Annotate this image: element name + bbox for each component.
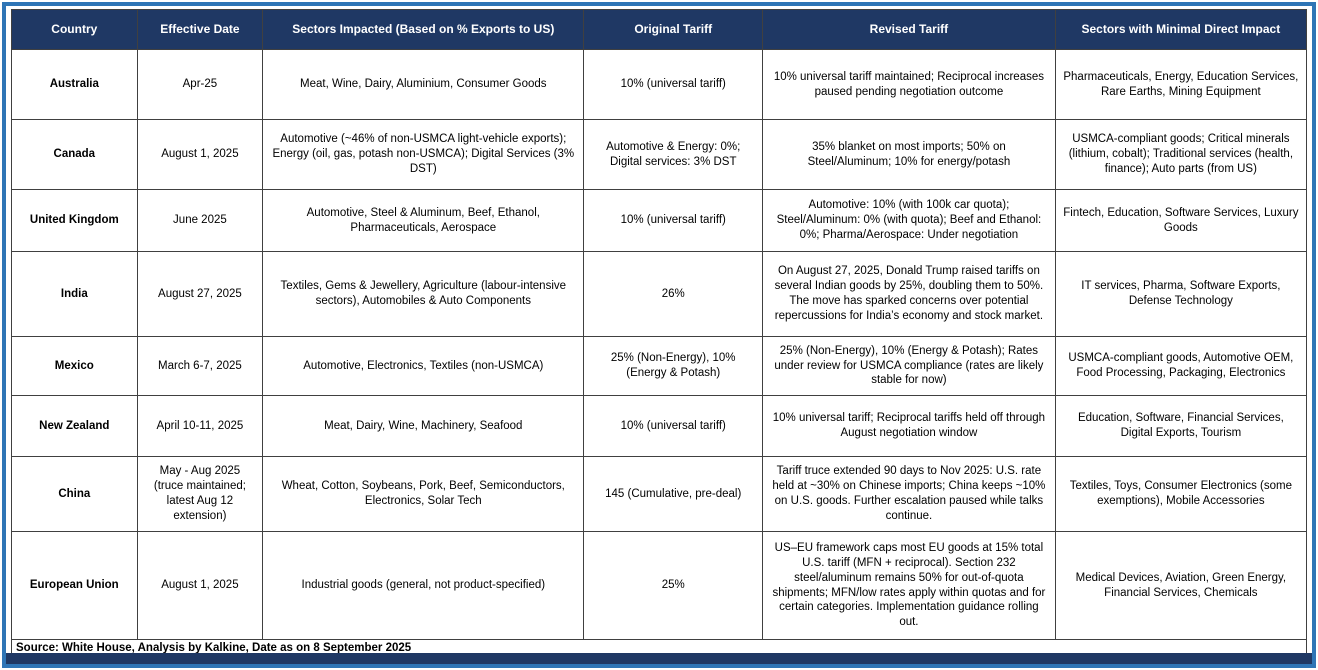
outer-blue-frame — [2, 2, 1316, 668]
header-revised-tariff: Revised Tariff — [763, 10, 1056, 50]
cell-minimal-impact: USMCA-compliant goods; Critical minerals (lithium, cobalt); Traditional services (health, finance); Auto parts (from US) — [1055, 120, 1306, 190]
header-row — [12, 10, 1307, 50]
header-effective-date: Effective Date — [137, 10, 263, 50]
cell-minimal-impact: Medical Devices, Aviation, Green Energy, Financial Services, Chemicals — [1055, 532, 1306, 640]
cell-minimal-impact: USMCA-compliant goods, Automotive OEM, Food Processing, Packaging, Electronics — [1055, 337, 1306, 396]
cell-effective-date: March 6-7, 2025 — [137, 337, 263, 396]
table-row-australia — [12, 50, 1307, 120]
cell-sectors-impacted: Meat, Wine, Dairy, Aluminium, Consumer Goods — [263, 50, 584, 120]
cell-original-tariff: 10% (universal tariff) — [584, 396, 763, 457]
cell-minimal-impact: IT services, Pharma, Software Exports, Defense Technology — [1055, 252, 1306, 337]
bottom-navy-bar — [6, 653, 1312, 664]
header-sectors-impacted: Sectors Impacted (Based on % Exports to US) — [263, 10, 584, 50]
cell-minimal-impact: Pharmaceuticals, Energy, Education Services, Rare Earths, Mining Equipment — [1055, 50, 1306, 120]
cell-effective-date: August 27, 2025 — [137, 252, 263, 337]
cell-effective-date: Apr-25 — [137, 50, 263, 120]
cell-sectors-impacted: Automotive, Steel & Aluminum, Beef, Ethanol, Pharmaceuticals, Aerospace — [263, 190, 584, 252]
cell-revised-tariff: 25% (Non-Energy), 10% (Energy & Potash); Rates under review for USMCA compliance (rates are likely stable for now) — [763, 337, 1056, 396]
cell-country: Canada — [12, 120, 138, 190]
cell-original-tariff: 145 (Cumulative, pre-deal) — [584, 457, 763, 532]
table-row-china — [12, 457, 1307, 532]
cell-effective-date: May - Aug 2025 (truce maintained; latest Aug 12 extension) — [137, 457, 263, 532]
table-row-canada — [12, 120, 1307, 190]
cell-effective-date: August 1, 2025 — [137, 532, 263, 640]
cell-country: India — [12, 252, 138, 337]
cell-revised-tariff: 10% universal tariff; Reciprocal tariffs held off through August negotiation window — [763, 396, 1056, 457]
cell-sectors-impacted: Automotive, Electronics, Textiles (non-USMCA) — [263, 337, 584, 396]
source-row — [12, 640, 1307, 654]
cell-effective-date: June 2025 — [137, 190, 263, 252]
table-area — [6, 6, 1312, 653]
cell-sectors-impacted: Automotive (~46% of non-USMCA light-vehicle exports); Energy (oil, gas, potash non-USMCA); Digital Services (3% DST) — [263, 120, 584, 190]
cell-sectors-impacted: Wheat, Cotton, Soybeans, Pork, Beef, Semiconductors, Electronics, Solar Tech — [263, 457, 584, 532]
header-country: Country — [12, 10, 138, 50]
table-row-european-union — [12, 532, 1307, 640]
header-original-tariff: Original Tariff — [584, 10, 763, 50]
cell-country: United Kingdom — [12, 190, 138, 252]
cell-country: New Zealand — [12, 396, 138, 457]
cell-effective-date: April 10-11, 2025 — [137, 396, 263, 457]
cell-original-tariff: 10% (universal tariff) — [584, 50, 763, 120]
cell-sectors-impacted: Industrial goods (general, not product-specified) — [263, 532, 584, 640]
cell-sectors-impacted: Textiles, Gems & Jewellery, Agriculture (labour-intensive sectors), Automobiles & Auto Components — [263, 252, 584, 337]
cell-country: European Union — [12, 532, 138, 640]
cell-revised-tariff: US–EU framework caps most EU goods at 15% total U.S. tariff (MFN + reciprocal). Section 232 steel/aluminum remains 50% for out-of-quota shipments; MFN/low rates apply within quotas and for certain categories. Implementation guidance rolling out. — [763, 532, 1056, 640]
table-row-india — [12, 252, 1307, 337]
cell-minimal-impact: Education, Software, Financial Services, Digital Exports, Tourism — [1055, 396, 1306, 457]
cell-minimal-impact: Textiles, Toys, Consumer Electronics (some exemptions), Mobile Accessories — [1055, 457, 1306, 532]
cell-country: China — [12, 457, 138, 532]
cell-effective-date: August 1, 2025 — [137, 120, 263, 190]
cell-revised-tariff: 35% blanket on most imports; 50% on Steel/Aluminum; 10% for energy/potash — [763, 120, 1056, 190]
table-row-mexico — [12, 337, 1307, 396]
header-minimal-impact: Sectors with Minimal Direct Impact — [1055, 10, 1306, 50]
cell-original-tariff: 26% — [584, 252, 763, 337]
cell-revised-tariff: Automotive: 10% (with 100k car quota); Steel/Aluminum: 0% (with quota); Beef and Ethanol: 0%; Pharma/Aerospace: Under negotiation — [763, 190, 1056, 252]
cell-original-tariff: 25% — [584, 532, 763, 640]
tariff-table — [11, 9, 1307, 653]
cell-revised-tariff: 10% universal tariff maintained; Reciprocal increases paused pending negotiation outcome — [763, 50, 1056, 120]
source-note: Source: White House, Analysis by Kalkine, Date as on 8 September 2025 — [12, 640, 1307, 654]
table-row-united-kingdom — [12, 190, 1307, 252]
cell-original-tariff: 25% (Non-Energy), 10% (Energy & Potash) — [584, 337, 763, 396]
cell-country: Australia — [12, 50, 138, 120]
cell-country: Mexico — [12, 337, 138, 396]
table-row-new-zealand — [12, 396, 1307, 457]
cell-revised-tariff: On August 27, 2025, Donald Trump raised tariffs on several Indian goods by 25%, doubling them to 50%. The move has sparked concerns over potential repercussions for India’s economy and stock market. — [763, 252, 1056, 337]
cell-sectors-impacted: Meat, Dairy, Wine, Machinery, Seafood — [263, 396, 584, 457]
cell-original-tariff: Automotive & Energy: 0%; Digital services: 3% DST — [584, 120, 763, 190]
cell-minimal-impact: Fintech, Education, Software Services, Luxury Goods — [1055, 190, 1306, 252]
cell-original-tariff: 10% (universal tariff) — [584, 190, 763, 252]
cell-revised-tariff: Tariff truce extended 90 days to Nov 2025: U.S. rate held at ~30% on Chinese imports; China keeps ~10% on U.S. goods. Further escalation paused while talks continue. — [763, 457, 1056, 532]
